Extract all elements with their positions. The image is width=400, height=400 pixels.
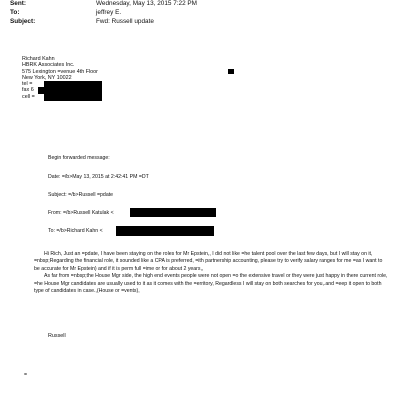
to-label: To: [10, 9, 20, 16]
tel-prefix: tel = [22, 81, 33, 88]
signature-address-line-1: 575 Lexington =venue 4th Floor [22, 68, 98, 75]
message-body [34, 251, 388, 295]
from-email-redaction [130, 208, 216, 217]
forwarded-begin: Begin forwarded message: [48, 155, 110, 161]
cell-redaction [44, 93, 102, 101]
body-paragraph-2: As far from =nbsp;the House Mgr side, the high end events people were not open =o the extensive travel or they were just happy in there current role, =he House Mgr candidates are usually used to it as it comes with the =erritory, Regardless I will stay on both searches for you,.and =eep it open to both type of candidates in case.,(House or =vents), [34, 273, 388, 295]
signature-company: HBRK Associates Inc. [22, 62, 75, 69]
to-email-redaction [116, 226, 214, 236]
fax-prefix: fax 6 [22, 87, 34, 94]
sent-label: Sent: [10, 0, 26, 7]
body-paragraph-1: Hi Rich, Just an =pdate, I have been staying on the roles for Mr Epstein,, I did not like =he talent pool over the last few days, but I will stay on it, =nbsp;Regarding the financial role, it sounded like a CPA is preferred, =ith partnership accounting, please try to verify salary ranges for me =as I want to be accurate for Mr Epstein) and if it is perm full =ime or for about 2 years,, [34, 251, 383, 272]
stray-redaction-mark [228, 69, 234, 74]
forwarded-subject: Subject: =/b>Russell =pdate [48, 192, 114, 198]
sent-value: Wednesday, May 13, 2015 7:22 PM [96, 0, 198, 7]
subject-label: Subject: [10, 18, 36, 25]
trailing-marker: = [24, 372, 28, 378]
signature-block [22, 56, 98, 100]
signature-address-line-2: New York, NY 10022 [22, 74, 72, 81]
signature-name: Richard Kahn [22, 56, 55, 62]
signature-cell [22, 94, 98, 100]
forwarded-date: Date: =/b>May 13, 2015 at 2:42:41 PM =DT [48, 174, 149, 180]
forwarded-to: To: =/b>Richard Kahn < [48, 228, 103, 234]
to-value: jeffrey E. [96, 9, 122, 16]
sign-off: Russell [48, 333, 66, 339]
forwarded-from: From: =/b>Russell Katulak < [48, 210, 114, 216]
subject-value: Fwd: Russell update [96, 18, 154, 25]
cell-prefix: cell = [22, 93, 35, 100]
